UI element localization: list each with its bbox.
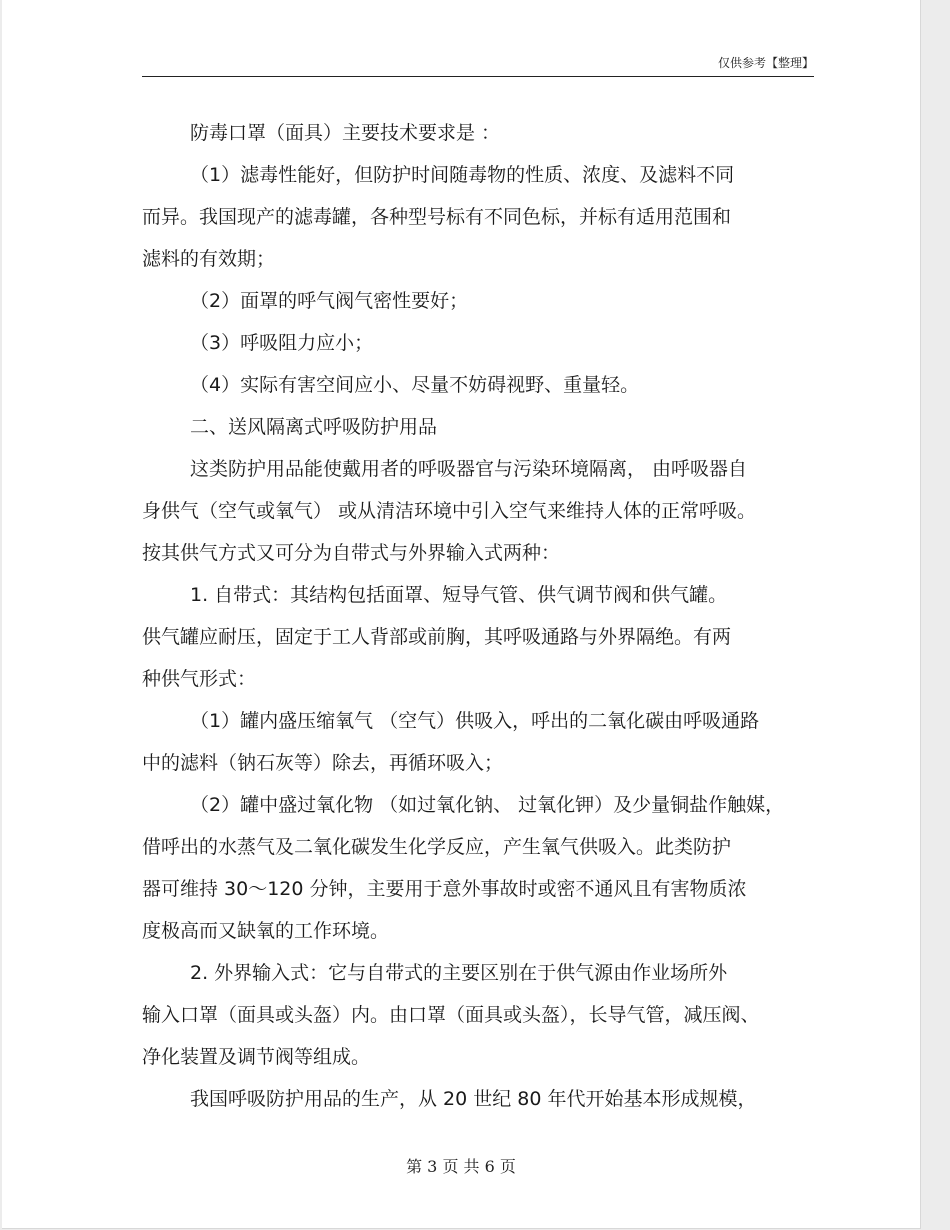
paragraph-line: 而异。我国现产的滤毒罐，各种型号标有不同色标，并标有适用范围和 xyxy=(142,206,732,228)
paragraph-line: 借呼出的水蒸气及二氧化碳发生化学反应，产生氧气供吸入。此类防护 xyxy=(142,836,732,858)
paragraph-line: 按其供气方式又可分为自带式与外界输入式两种： xyxy=(142,542,561,564)
paragraph-line: 中的滤料（钠石灰等）除去，再循环吸入； xyxy=(142,752,504,774)
paragraph-line: 1. 自带式：其结构包括面罩、短导气管、供气调节阀和供气罐。 xyxy=(190,584,728,606)
document-body xyxy=(142,112,814,1120)
paragraph-line: 滤料的有效期； xyxy=(142,248,276,270)
page-header-note: 仅供参考【整理】 xyxy=(717,56,814,70)
paragraph-line: 净化装置及调节阀等组成。 xyxy=(142,1046,371,1068)
paragraph-line: 度极高而又缺氧的工作环境。 xyxy=(142,920,390,942)
paragraph-line: 2. 外界输入式：它与自带式的主要区别在于供气源由作业场所外 xyxy=(190,962,728,984)
paragraph-line: 供气罐应耐压，固定于工人背部或前胸，其呼吸通路与外界隔绝。有两 xyxy=(142,626,732,648)
paragraph-line: 这类防护用品能使戴用者的呼吸器官与污染环境隔离， 由呼吸器自 xyxy=(190,458,748,480)
paragraph-line: （3）呼吸阻力应小； xyxy=(190,332,374,354)
page-number-footer: 第 3 页 共 6 页 xyxy=(406,1157,516,1176)
paragraph-line: 我国呼吸防护用品的生产，从 20 世纪 80 年代开始基本形成规模， xyxy=(190,1088,757,1110)
paragraph-line: （2）面罩的呼气阀气密性要好； xyxy=(190,290,469,312)
paragraph-line: （2）罐中盛过氧化物 （如过氧化钠、 过氧化钾）及少量铜盐作触媒， xyxy=(190,794,785,816)
paragraph-line: 防毒口罩（面具）主要技术要求是 ： xyxy=(190,122,501,144)
paragraph-line: 器可维持 30～120 分钟，主要用于意外事故时或密不通风且有害物质浓 xyxy=(142,878,747,900)
paragraph-line: 身供气（空气或氧气） 或从清洁环境中引入空气来维持人体的正常呼吸。 xyxy=(142,500,757,522)
paragraph-line: （4）实际有害空间应小、尽量不妨碍视野、重量轻。 xyxy=(190,374,640,396)
document-page xyxy=(2,0,921,1229)
header-divider xyxy=(142,76,814,77)
paragraph-line: （1）滤毒性能好，但防护时间随毒物的性质、浓度、及滤料不同 xyxy=(190,164,735,186)
paragraph-line: 输入口罩（面具或头盔）内。由口罩（面具或头盔），长导气管，减压阀、 xyxy=(142,1004,760,1026)
paragraph-line: 种供气形式： xyxy=(142,668,257,690)
section-heading: 二、送风隔离式呼吸防护用品 xyxy=(190,416,438,438)
paragraph-line: （1）罐内盛压缩氧气 （空气）供吸入，呼出的二氧化碳由呼吸通路 xyxy=(190,710,760,732)
